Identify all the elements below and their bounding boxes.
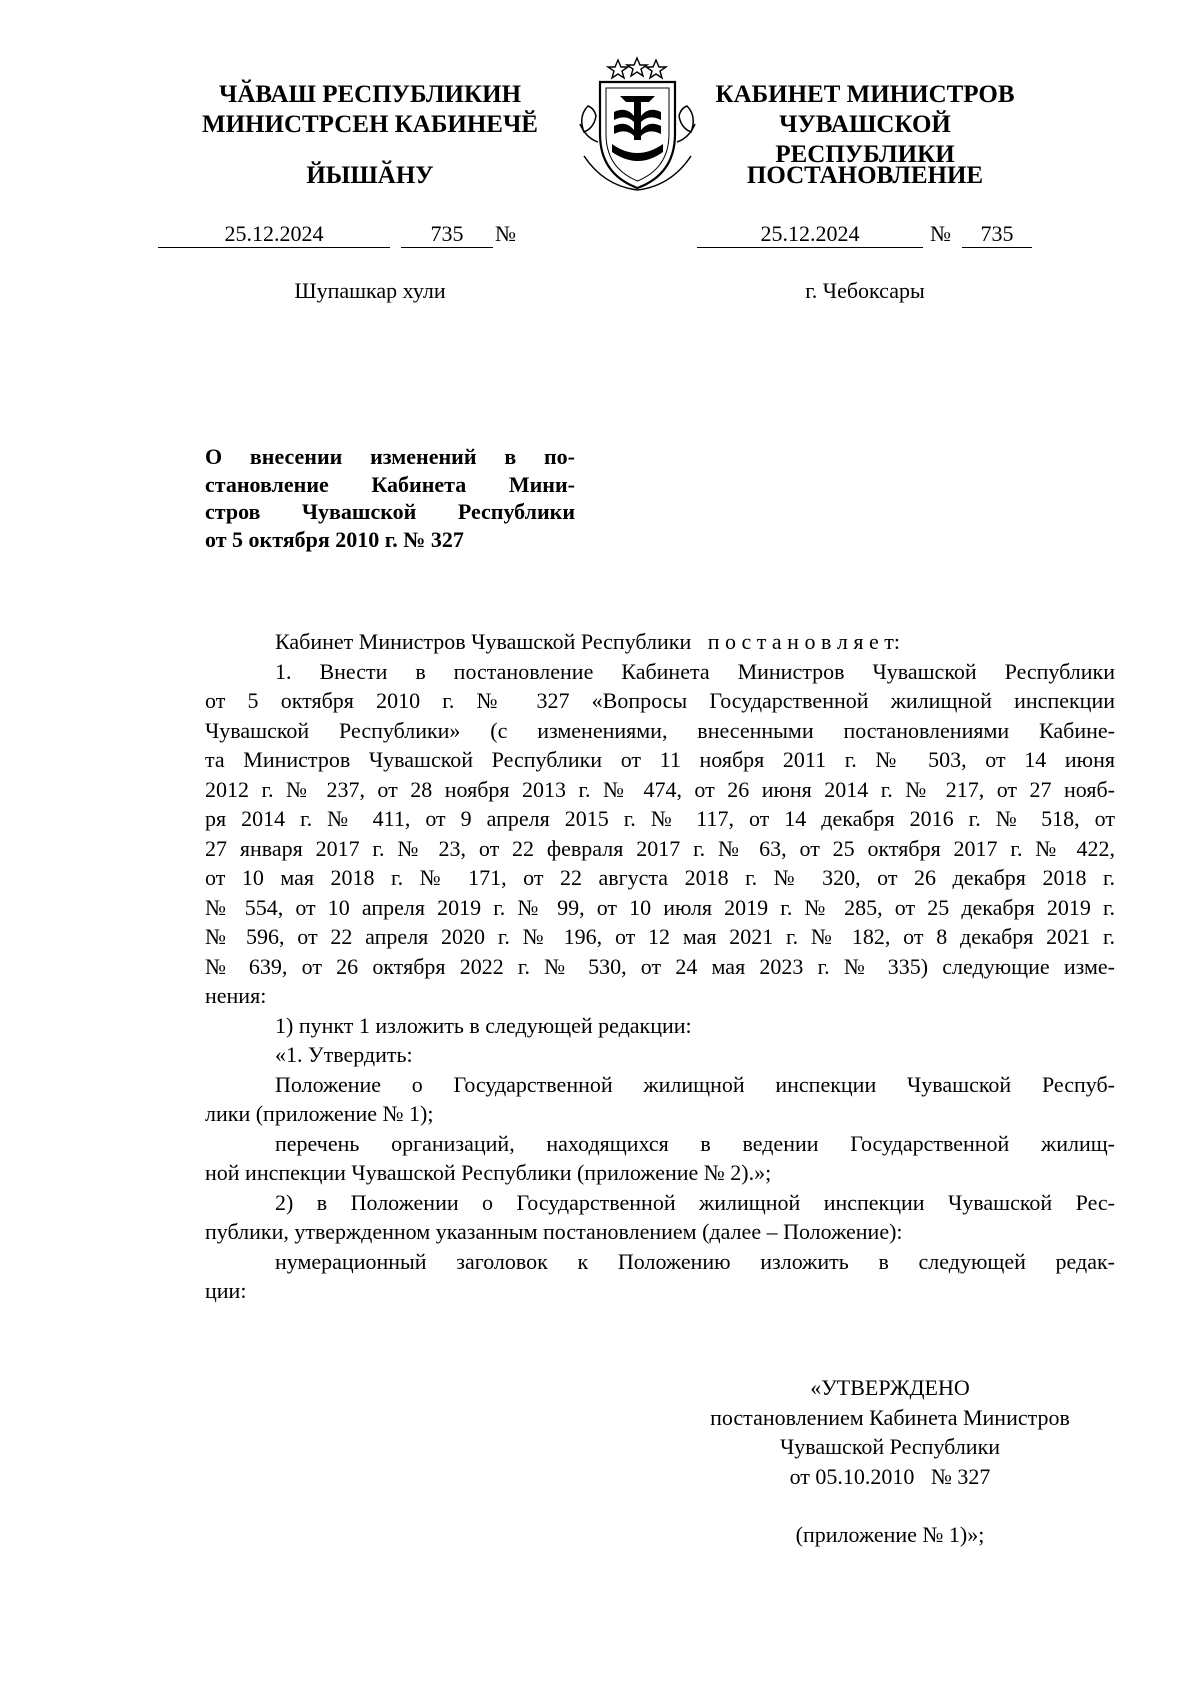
heading-line: ции: <box>205 1278 247 1303</box>
title-line: стров Чувашской Республики <box>205 499 575 524</box>
left-number-field <box>401 221 493 248</box>
para1-line: от 10 мая 2018 г. № 171, от 22 августа 2018 г. № 320, от 26 декабря 2018 г. <box>205 865 1115 890</box>
left-org-title-line1: ЧӐВАШ РЕСПУБЛИКИН <box>218 81 522 108</box>
document-title <box>205 443 575 553</box>
para1-line: № 554, от 10 апреля 2019 г. № 99, от 10 июля 2019 г. № 285, от 25 декабря 2019 г. <box>205 894 1115 920</box>
title-line: от 5 октября 2010 г. № 327 <box>205 526 464 552</box>
para1-line: 2012 г. № 237, от 28 ноября 2013 г. № 474, от 26 июня 2014 г. № 217, от 27 нояб- <box>205 776 1115 802</box>
item-2-line: 2) в Положении о Государственной жилищной инспекции Чувашской Рес- <box>275 1189 1115 1215</box>
preamble-prefix: Кабинет Министров Чувашской Республики <box>275 629 692 654</box>
heading-line: нумерационный заголовок к Положению изложить в следующей редак- <box>275 1248 1115 1274</box>
para1-line: № 639, от 26 октября 2022 г. № 530, от 24 мая 2023 г. № 335) следующие изме- <box>205 953 1115 979</box>
right-date: 25.12.2024 <box>760 221 860 246</box>
left-org-title <box>160 80 580 140</box>
right-org-title-line2: ЧУВАШСКОЙ РЕСПУБЛИКИ <box>775 111 955 168</box>
item-2-line: публики, утвержденном указанным постановлением (далее – Положение): <box>205 1219 903 1244</box>
orgs-line: ной инспекции Чувашской Республики (приложение № 2).»; <box>205 1160 772 1185</box>
right-org-title <box>700 80 1030 170</box>
right-city: г. Чебоксары <box>805 278 925 303</box>
para1-line: ря 2014 г. № 411, от 9 апреля 2015 г. № 117, от 14 декабря 2016 г. № 518, от <box>205 806 1115 831</box>
right-doc-type: ПОСТАНОВЛЕНИЕ <box>746 162 984 189</box>
left-doc-type: ЙЫШӐНУ <box>306 162 434 189</box>
left-org-title-line2: МИНИСТРСЕН КАБИНЕЧӖ <box>202 111 538 138</box>
emblem-icon <box>570 56 705 196</box>
left-city: Шупашкар хули <box>294 278 446 303</box>
item-1: 1) пункт 1 изложить в следующей редакции: <box>275 1012 692 1038</box>
approval-line: постановлением Кабинета Министров <box>710 1404 1070 1430</box>
document-body <box>205 627 1115 1306</box>
para1-line: нения: <box>205 983 267 1008</box>
right-org-title-line1: КАБИНЕТ МИНИСТРОВ <box>715 81 1015 108</box>
regulation-line: лики (приложение № 1); <box>205 1101 434 1126</box>
left-date-field <box>158 221 390 248</box>
approval-line: Чувашской Республики <box>779 1434 1001 1459</box>
right-number-sign: № <box>930 221 951 246</box>
approve-line: «1. Утвердить: <box>275 1042 413 1067</box>
approval-line: «УТВЕРЖДЕНО <box>810 1375 970 1400</box>
approval-line: (приложение № 1)»; <box>795 1522 985 1547</box>
para1-line: Чувашской Республики» (с изменениями, внесенными постановлениями Кабине- <box>205 717 1115 743</box>
para1-line: от 5 октября 2010 г. № 327 «Вопросы Государственной жилищной инспекции <box>205 688 1115 713</box>
approval-line: от 05.10.2010 № 327 <box>789 1463 991 1489</box>
right-number: 735 <box>980 221 1014 246</box>
title-line: становление Кабинета Мини- <box>205 471 575 497</box>
right-date-field <box>697 221 923 248</box>
preamble-verb: п о с т а н о в л я е т: <box>707 629 900 654</box>
para1-line: № 596, от 22 апреля 2020 г. № 196, от 12 мая 2021 г. № 182, от 8 декабря 2021 г. <box>205 924 1115 949</box>
approval-block <box>680 1373 1100 1550</box>
paragraph-1 <box>205 657 1115 1011</box>
chuvash-emblem <box>570 56 705 196</box>
para1-line: та Министров Чувашской Республики от 11 ноября 2011 г. № 503, от 14 июня <box>205 747 1115 772</box>
right-number-field <box>962 221 1032 248</box>
left-number: 735 <box>430 221 464 246</box>
title-line: О внесении изменений в по- <box>205 444 575 469</box>
para1-line: 1. Внести в постановление Кабинета Министров Чувашской Республики <box>275 658 1115 684</box>
left-number-sign: № <box>495 221 516 246</box>
preamble <box>205 627 1115 657</box>
orgs-line: перечень организаций, находящихся в ведении Государственной жилищ- <box>275 1130 1115 1156</box>
left-date: 25.12.2024 <box>224 221 324 246</box>
regulation-line: Положение о Государственной жилищной инспекции Чувашской Респуб- <box>275 1071 1115 1097</box>
para1-line: 27 января 2017 г. № 23, от 22 февраля 2017 г. № 63, от 25 октября 2017 г. № 422, <box>205 835 1115 861</box>
